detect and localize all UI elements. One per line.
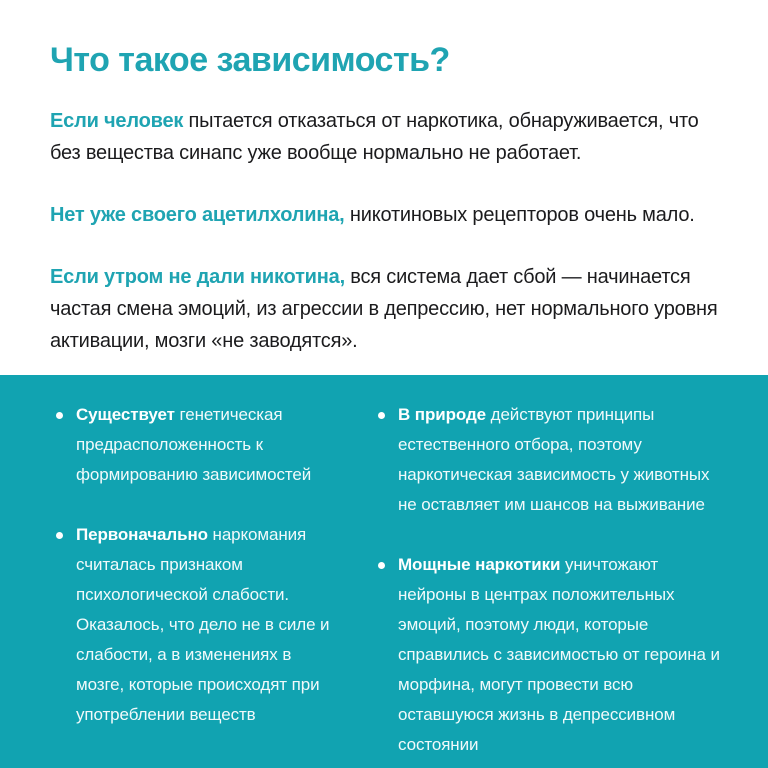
fact-lead: Мощные наркотики — [398, 555, 561, 574]
paragraph-3 — [50, 261, 720, 357]
fact-text — [398, 550, 724, 760]
fact-text — [76, 520, 332, 730]
fact-text — [76, 400, 332, 490]
fact-body: генетическая предрасположенность к формированию зависимостей — [76, 405, 312, 484]
facts-section — [0, 375, 768, 768]
intro-section — [0, 0, 768, 375]
bullet-dot-icon — [56, 412, 63, 419]
fact-lead: Существует — [76, 405, 175, 424]
fact-lead: Первоначально — [76, 525, 208, 544]
list-item — [56, 520, 332, 730]
bullet-dot-icon — [56, 532, 63, 539]
fact-body: действуют принципы естественного отбора, поэтому наркотическая зависимость у животных не оставляет им шансов на выживание — [398, 405, 710, 514]
facts-column-left — [56, 400, 332, 768]
paragraph-1 — [50, 105, 720, 169]
bullet-dot-icon — [378, 412, 385, 419]
paragraph-3-lead: Если утром не дали никотина, — [50, 266, 345, 289]
fact-lead: В природе — [398, 405, 486, 424]
paragraph-2-text: никотиновых рецепторов очень мало. — [344, 204, 695, 227]
bullet-dot-icon — [378, 562, 385, 569]
paragraph-3-text: вся система дает сбой — начинается частая смена эмоций, из агрессии в депрессию, нет нормального уровня активации, мозги «не заводятся». — [50, 266, 718, 353]
paragraph-1-lead: Если человек — [50, 110, 184, 133]
list-item — [378, 400, 724, 520]
paragraph-2 — [50, 199, 720, 231]
paragraph-1-text: пытается отказаться от наркотика, обнаруживается, что без вещества синапс уже вообще нормально не работает. — [50, 110, 699, 165]
list-item — [378, 550, 724, 760]
paragraph-2-lead: Нет уже своего ацетилхолина, — [50, 204, 345, 227]
page-title: Что такое зависимость? — [50, 41, 450, 79]
fact-text — [398, 400, 724, 520]
fact-body: наркомания считалась признаком психологической слабости. Оказалось, что дело не в силе и слабости, а в изменениях в мозге, которые происходят при употреблении веществ — [76, 525, 330, 724]
list-item — [56, 400, 332, 490]
facts-column-right — [378, 400, 724, 768]
fact-body: уничтожают нейроны в центрах положительных эмоций, поэтому люди, которые справились с зависимостью от героина и морфина, могут провести всю оставшуюся жизнь в депрессивном состоянии — [398, 555, 720, 754]
